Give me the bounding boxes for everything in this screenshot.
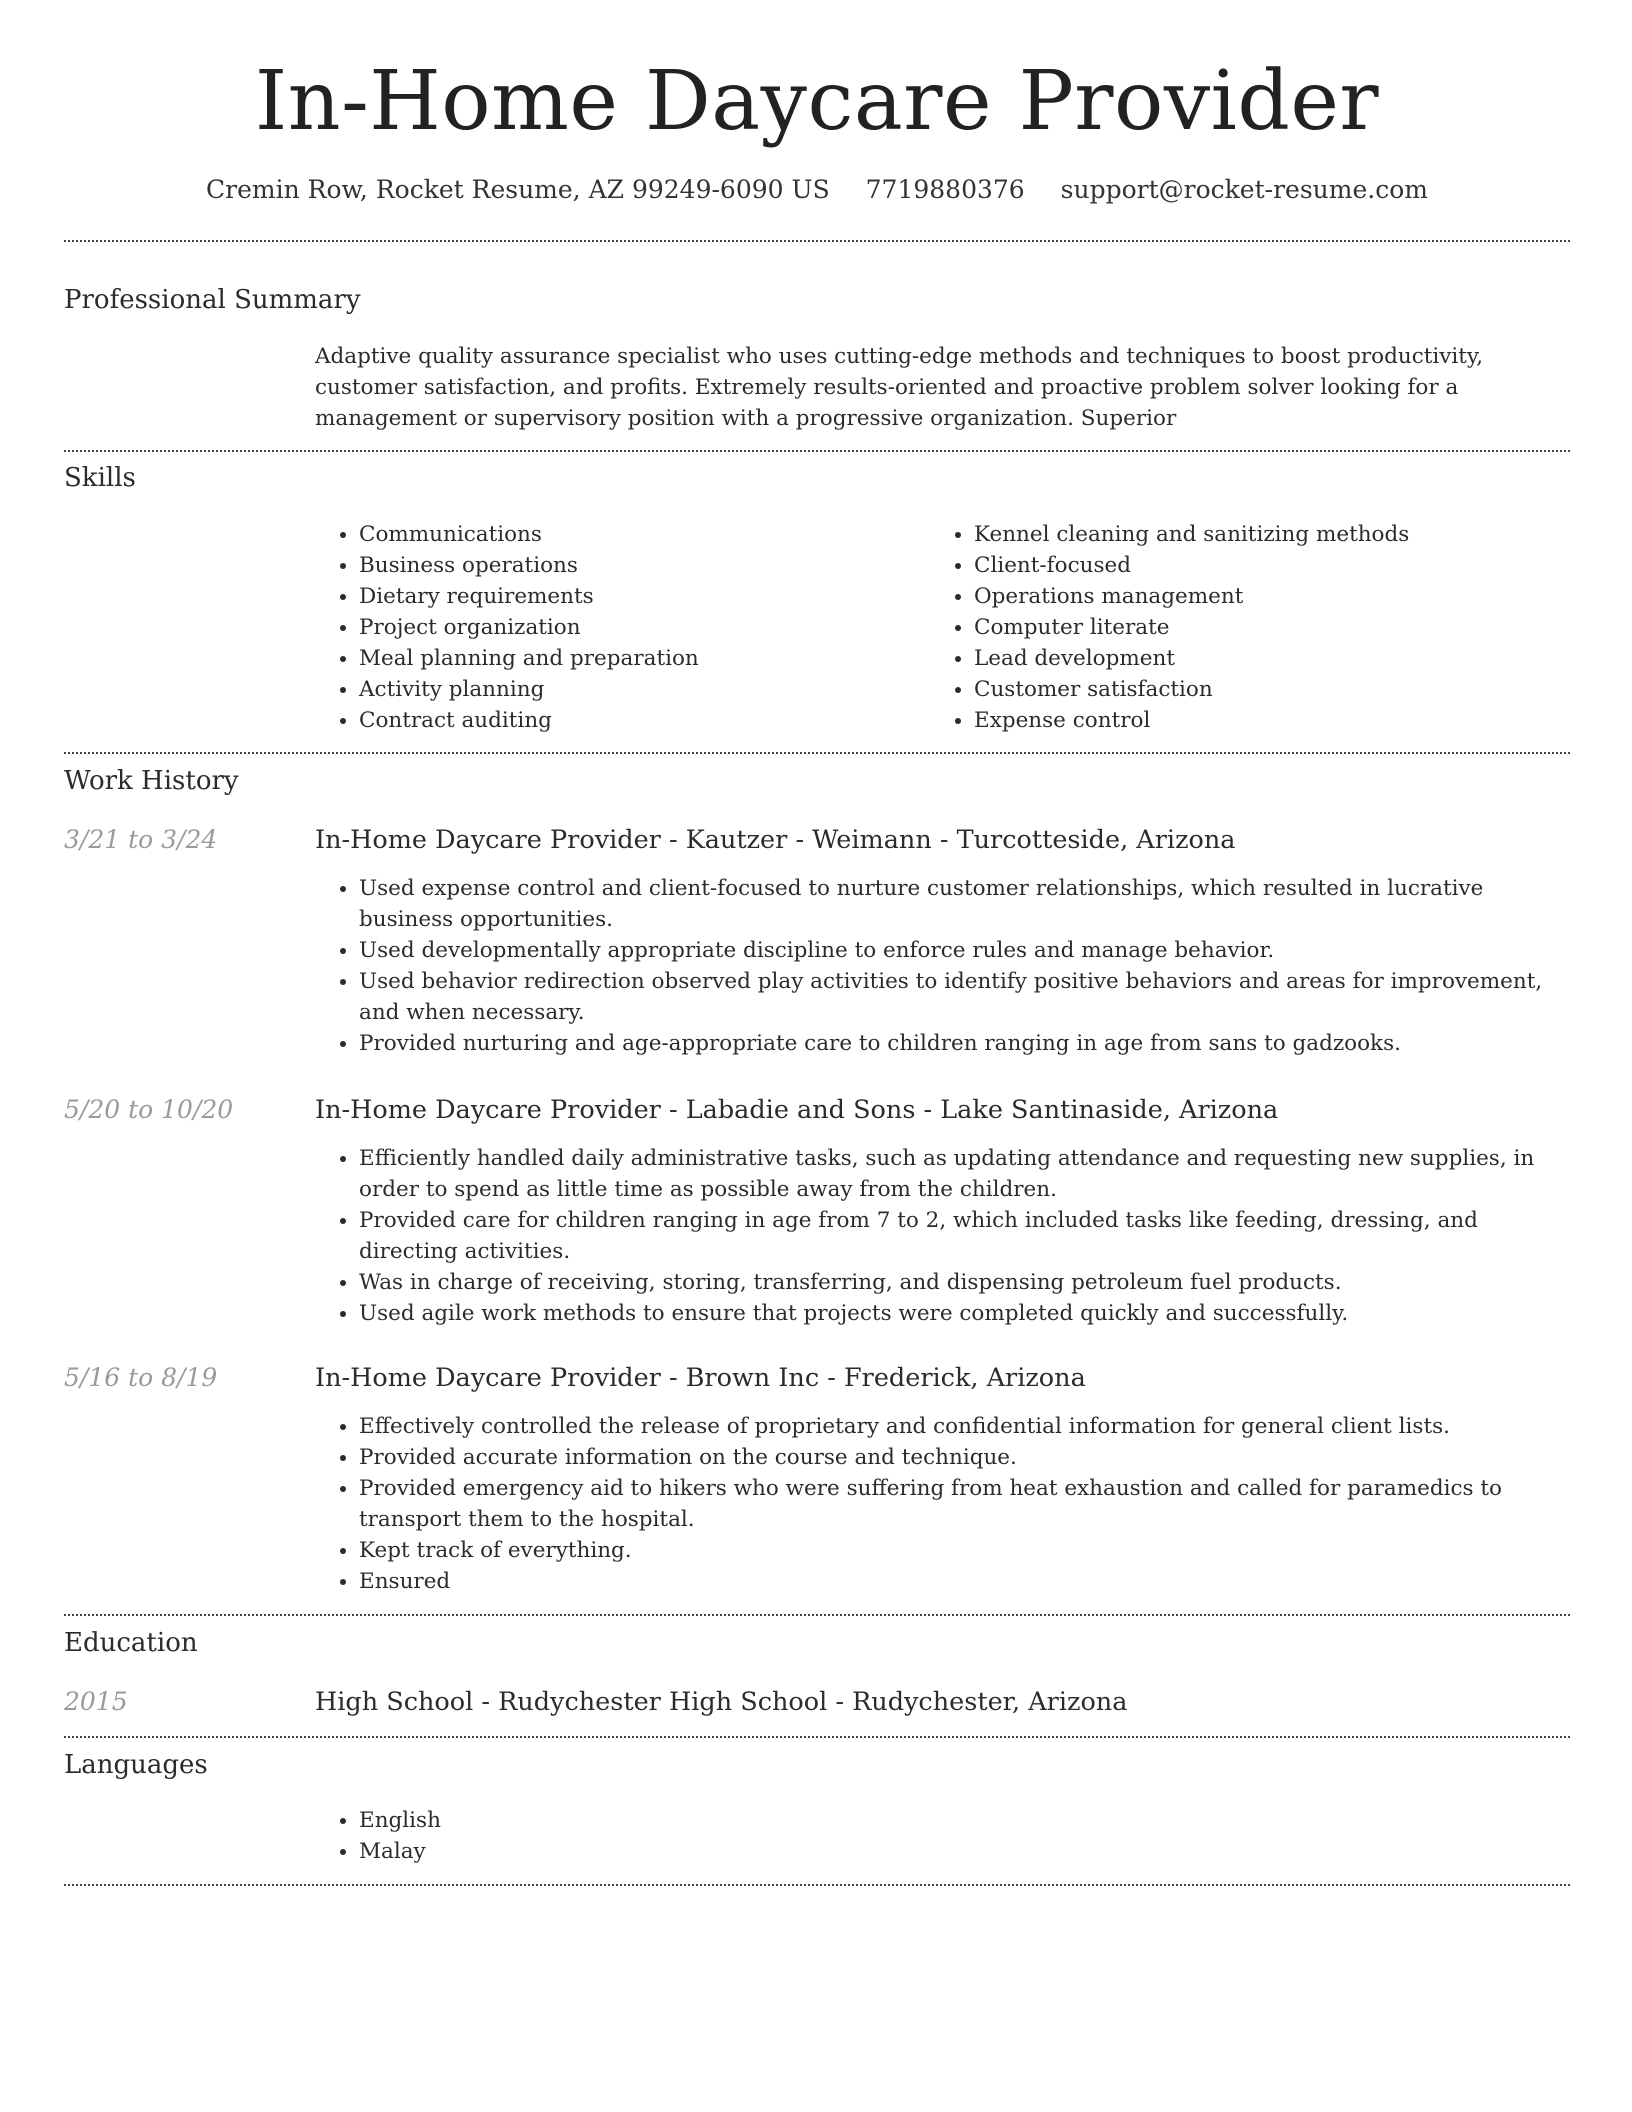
divider <box>64 450 1570 452</box>
candidate-name: In-Home Daycare Provider <box>254 54 1380 149</box>
job-bullet: • Was in charge of receiving, storing, transferring, and dispensing petroleum fuel products. <box>359 1267 1570 1298</box>
job-bullet: • Provided care for children ranging in age from 7 to 2, which included tasks like feeding, dressing, and directing activities. <box>359 1205 1570 1267</box>
job-bullets <box>315 1411 1570 1597</box>
skill-item: • Operations management <box>974 581 1530 612</box>
job-date: 5/16 to 8/19 <box>64 1363 218 1392</box>
job-bullets <box>315 1143 1570 1329</box>
contact-phone: 7719880376 <box>865 175 1025 204</box>
section-title-work-history: Work History <box>64 766 239 796</box>
divider <box>64 1736 1570 1738</box>
job-bullet: • Used behavior redirection observed play activities to identify positive behaviors and areas for improvement, and when necessary. <box>359 966 1570 1028</box>
education-date: 2015 <box>64 1687 128 1716</box>
contact-line <box>64 170 1570 210</box>
skills-right-column <box>930 519 1530 736</box>
section-title-skills: Skills <box>64 463 136 493</box>
skill-item: • Client-focused <box>974 550 1530 581</box>
summary-text: Adaptive quality assurance specialist who uses cutting-edge methods and techniques to boost productivity, customer satisfaction, and profits. Extremely results-oriented and proactive problem solver looking for a management or supervisory position with a progressive organization. Superior <box>315 344 1484 431</box>
skill-item: • Dietary requirements <box>359 581 915 612</box>
contact-address: Cremin Row, Rocket Resume, AZ 99249-6090 US <box>206 175 830 204</box>
skill-item: • Meal planning and preparation <box>359 643 915 674</box>
skills-left-column <box>315 519 915 736</box>
job-bullet: • Provided accurate information on the course and technique. <box>359 1442 1570 1473</box>
skill-item: • Kennel cleaning and sanitizing methods <box>974 519 1530 550</box>
language-item: • English <box>359 1805 1570 1836</box>
education-heading: High School - Rudychester High School - Rudychester, Arizona <box>315 1687 1128 1717</box>
job-bullet: • Kept track of everything. <box>359 1535 1570 1566</box>
language-item: • Malay <box>359 1836 1570 1867</box>
job-bullet: • Efficiently handled daily administrative tasks, such as updating attendance and requesting new supplies, in order to spend as little time as possible away from the children. <box>359 1143 1570 1205</box>
skill-item: • Communications <box>359 519 915 550</box>
job-bullets <box>315 873 1570 1059</box>
job-bullet: • Provided nurturing and age-appropriate care to children ranging in age from sans to gadzooks. <box>359 1028 1570 1059</box>
job-date: 5/20 to 10/20 <box>64 1095 234 1124</box>
job-bullet: • Ensured <box>359 1566 1570 1597</box>
skill-item: • Customer satisfaction <box>974 674 1530 705</box>
job-heading: In-Home Daycare Provider - Labadie and Sons - Lake Santinaside, Arizona <box>315 1095 1279 1125</box>
job-bullet: • Used agile work methods to ensure that projects were completed quickly and successfully. <box>359 1298 1570 1329</box>
skill-item: • Project organization <box>359 612 915 643</box>
section-title-languages: Languages <box>64 1750 208 1780</box>
divider <box>64 1614 1570 1616</box>
job-bullet: • Effectively controlled the release of proprietary and confidential information for general client lists. <box>359 1411 1570 1442</box>
divider <box>64 240 1570 242</box>
job-bullet: • Provided emergency aid to hikers who were suffering from heat exhaustion and called for paramedics to transport them to the hospital. <box>359 1473 1570 1535</box>
skill-item: • Computer literate <box>974 612 1530 643</box>
job-heading: In-Home Daycare Provider - Kautzer - Weimann - Turcotteside, Arizona <box>315 825 1236 855</box>
divider <box>64 752 1570 754</box>
section-title-education: Education <box>64 1628 198 1658</box>
job-date: 3/21 to 3/24 <box>64 825 218 854</box>
contact-email: support@rocket-resume.com <box>1060 175 1428 204</box>
skill-item: • Expense control <box>974 705 1530 736</box>
skill-item: • Activity planning <box>359 674 915 705</box>
skill-item: • Business operations <box>359 550 915 581</box>
divider <box>64 1884 1570 1886</box>
job-bullet: • Used developmentally appropriate discipline to enforce rules and manage behavior. <box>359 935 1570 966</box>
job-bullet: • Used expense control and client-focused to nurture customer relationships, which resulted in lucrative business opportunities. <box>359 873 1570 935</box>
job-heading: In-Home Daycare Provider - Brown Inc - Frederick, Arizona <box>315 1363 1086 1393</box>
section-title-summary: Professional Summary <box>64 285 361 315</box>
languages-list <box>315 1805 1570 1867</box>
skill-item: • Contract auditing <box>359 705 915 736</box>
skill-item: • Lead development <box>974 643 1530 674</box>
